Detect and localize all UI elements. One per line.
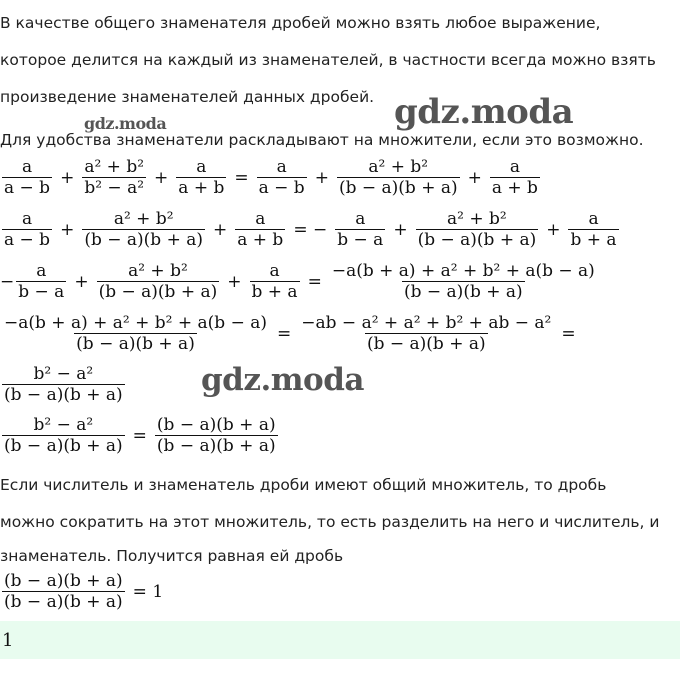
equation-3: − $\frac{a}{b - a}$ + $\frac{\text{a² + b²}}{(b - a)(b + a)}$ + $\frac{a}{b + a}$ = $\frac{\text{−a(b + a) + a² + b² + a(b − a)}}{(b - a)(b + a)}$ [0,261,595,302]
equation-1: $\frac{a}{a - b}$ + $\frac{\text{a² + b²}}{\text{b² − a²}}$ + $\frac{a}{a + b}$ = $\frac{a}{a - b}$ + $\frac{\text{a² + b²}}{(b - a)(b + a)}$ + $\frac{a}{a + b}$ [4,157,538,198]
fraction: $\frac{a}{b - a}$ [18,261,65,302]
fraction: $\frac{\text{a² + b²}}{(b - a)(b + a)}$ [98,261,218,302]
fraction: $\frac{(b - a)(b + a)}{(b - a)(b + a)}$ [4,571,123,612]
fraction: $\frac{a}{a + b}$ [178,157,225,198]
equation-7: $\frac{(b - a)(b + a)}{(b - a)(b + a)}$ = 1 [4,571,164,612]
fraction: $\frac{a}{a - b}$ [4,157,51,198]
answer-block [0,621,680,659]
equation-6: $\frac{\text{b² − a²}}{(b - a)(b + a)}$ = $\frac{(b - a)(b + a)}{(b - a)(b + a)}$ [4,415,276,456]
paragraph-line: можно сократить на этот множитель, то есть разделить на него и числитель, и [0,513,660,531]
fraction: $\frac{\text{a² + b²}}{(b - a)(b + a)}$ [338,157,458,198]
paragraph-line: которое делится на каждый из знаменателей, в частности всегда можно взять [0,51,656,69]
watermark-logo: gdz.moda [394,92,574,132]
paragraph-line: Если числитель и знаменатель дроби имеют общий множитель, то дробь [0,476,607,494]
fraction: $\frac{a}{b + a}$ [251,261,298,302]
watermark-logo: gdz.moda [201,362,364,398]
fraction: $\frac{\text{−a(b + a) + a² + b² + a(b − a)}}{(b - a)(b + a)}$ [4,313,267,354]
paragraph-line: произведение знаменателей данных дробей. [0,88,375,106]
paragraph-line: В качестве общего знаменателя дробей можно взять любое выражение, [0,14,601,32]
equation-5 [0,364,127,405]
equation-2: $\frac{a}{a - b}$ + $\frac{\text{a² + b²}}{(b - a)(b + a)}$ + $\frac{a}{a + b}$ = − $\frac{a}{b - a}$ + $\frac{\text{a² + b²}}{(b - a)(b + a)}$ + $\frac{a}{b + a}$ [4,209,617,250]
fraction: $\frac{(b - a)(b + a)}{(b - a)(b + a)}$ [156,415,276,456]
fraction: $\frac{a}{b - a}$ [337,209,384,250]
paragraph-line: знаменатель. Получится равная ей дробь [0,547,344,565]
watermark-logo-small: gdz.moda [84,114,167,133]
paragraph-line: Для удобства знаменатели раскладывают на множители, если это возможно. [0,131,644,149]
fraction: $\frac{\text{−a(b + a) + a² + b² + a(b − a)}}{(b - a)(b + a)}$ [331,261,595,302]
fraction: $\frac{\text{b² − a²}}{(b - a)(b + a)}$ [4,364,123,405]
fraction: $\frac{a}{a - b}$ [258,157,305,198]
fraction: $\frac{\text{a² + b²}}{(b - a)(b + a)}$ [417,209,537,250]
answer-value: 1 [2,630,14,651]
fraction: $\frac{a}{a - b}$ [4,209,51,250]
fraction: $\frac{a}{b + a}$ [570,209,617,250]
fraction: $\frac{a}{a + b}$ [491,157,538,198]
fraction: $\frac{\text{−ab − a² + a² + b² + ab − a²}}{(b - a)(b + a)}$ [301,313,552,354]
fraction: $\frac{\text{a² + b²}}{(b - a)(b + a)}$ [84,209,203,250]
fraction: $\frac{\text{a² + b²}}{\text{b² − a²}}$ [84,157,145,198]
equation-4: $\frac{\text{−a(b + a) + a² + b² + a(b − a)}}{(b - a)(b + a)}$ = $\frac{\text{−ab − a² + a² + b² + ab − a²}}{(b - a)(b + a)}$ = [4,313,576,354]
fraction: $\frac{\text{b² − a²}}{(b - a)(b + a)}$ [4,415,123,456]
fraction: $\frac{a}{a + b}$ [237,209,284,250]
